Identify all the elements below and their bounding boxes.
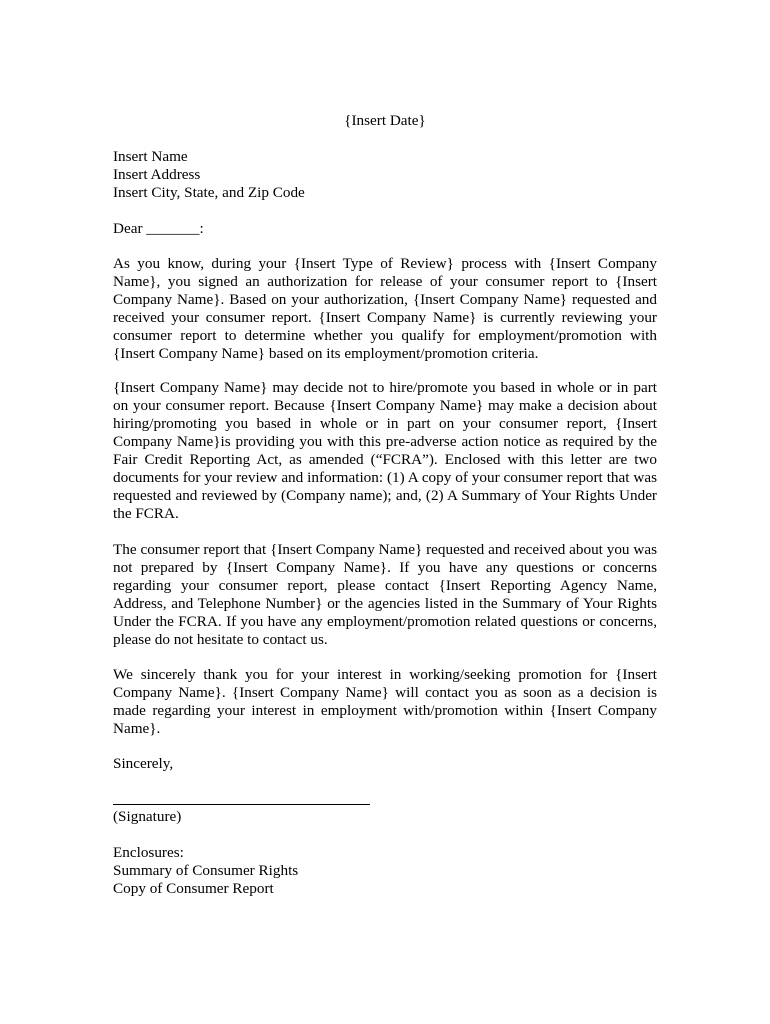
letter-date: {Insert Date} — [344, 112, 426, 129]
closing: Sincerely, — [113, 755, 174, 772]
salutation: Dear _______: — [113, 220, 204, 237]
paragraph-2: {Insert Company Name} may decide not to hire/promote you based in whole or in part on your consumer report. Because {Insert Company Name} may make a decision about hiring/promoting you based in whole or in part on your consumer report, {Insert Company Name}is providing you with this pre-adverse action notice as required by the Fair Credit Reporting Act, as amended (“FCRA”). Enclosed with this letter are two documents for your review and information: (1) A copy of your consumer report that was requested and reviewed by (Company name); and, (2) A Summary of Your Rights Under the FCRA. — [113, 379, 657, 522]
enclosure-item: Copy of Consumer Report — [113, 880, 274, 897]
recipient-address: Insert Address — [113, 166, 201, 183]
recipient-block — [113, 148, 657, 202]
enclosures-heading: Enclosures: — [113, 844, 184, 861]
signature-label: (Signature) — [113, 808, 182, 825]
signature-line — [113, 804, 370, 805]
paragraph-1: As you know, during your {Insert Type of Review} process with {Insert Company Name}, you signed an authorization for release of your consumer report to {Insert Company Name}. Based on your authorization, {Insert Company Name} requested and received your consumer report. {Insert Company Name} is currently reviewing your consumer report to determine whether you qualify for employment/promotion with {Insert Company Name} based on its employment/promotion criteria. — [113, 255, 657, 362]
recipient-name: Insert Name — [113, 148, 188, 165]
enclosure-item: Summary of Consumer Rights — [113, 862, 299, 879]
enclosures-block — [113, 844, 657, 898]
paragraph-3: The consumer report that {Insert Company Name} requested and received about you was not prepared by {Insert Company Name}. If you have any questions or concerns regarding your consumer report, please contact {Insert Reporting Agency Name, Address, and Telephone Number} or the agencies listed in the Summary of Your Rights Under the FCRA. If you have any employment/promotion related questions or concerns, please do not hesitate to contact us. — [113, 541, 657, 648]
recipient-city-state-zip: Insert City, State, and Zip Code — [113, 184, 305, 201]
paragraph-4: We sincerely thank you for your interest in working/seeking promotion for {Insert Company Name}. {Insert Company Name} will contact you as soon as a decision is made regarding your interest in employment with/promotion within {Insert Company Name}. — [113, 666, 657, 737]
